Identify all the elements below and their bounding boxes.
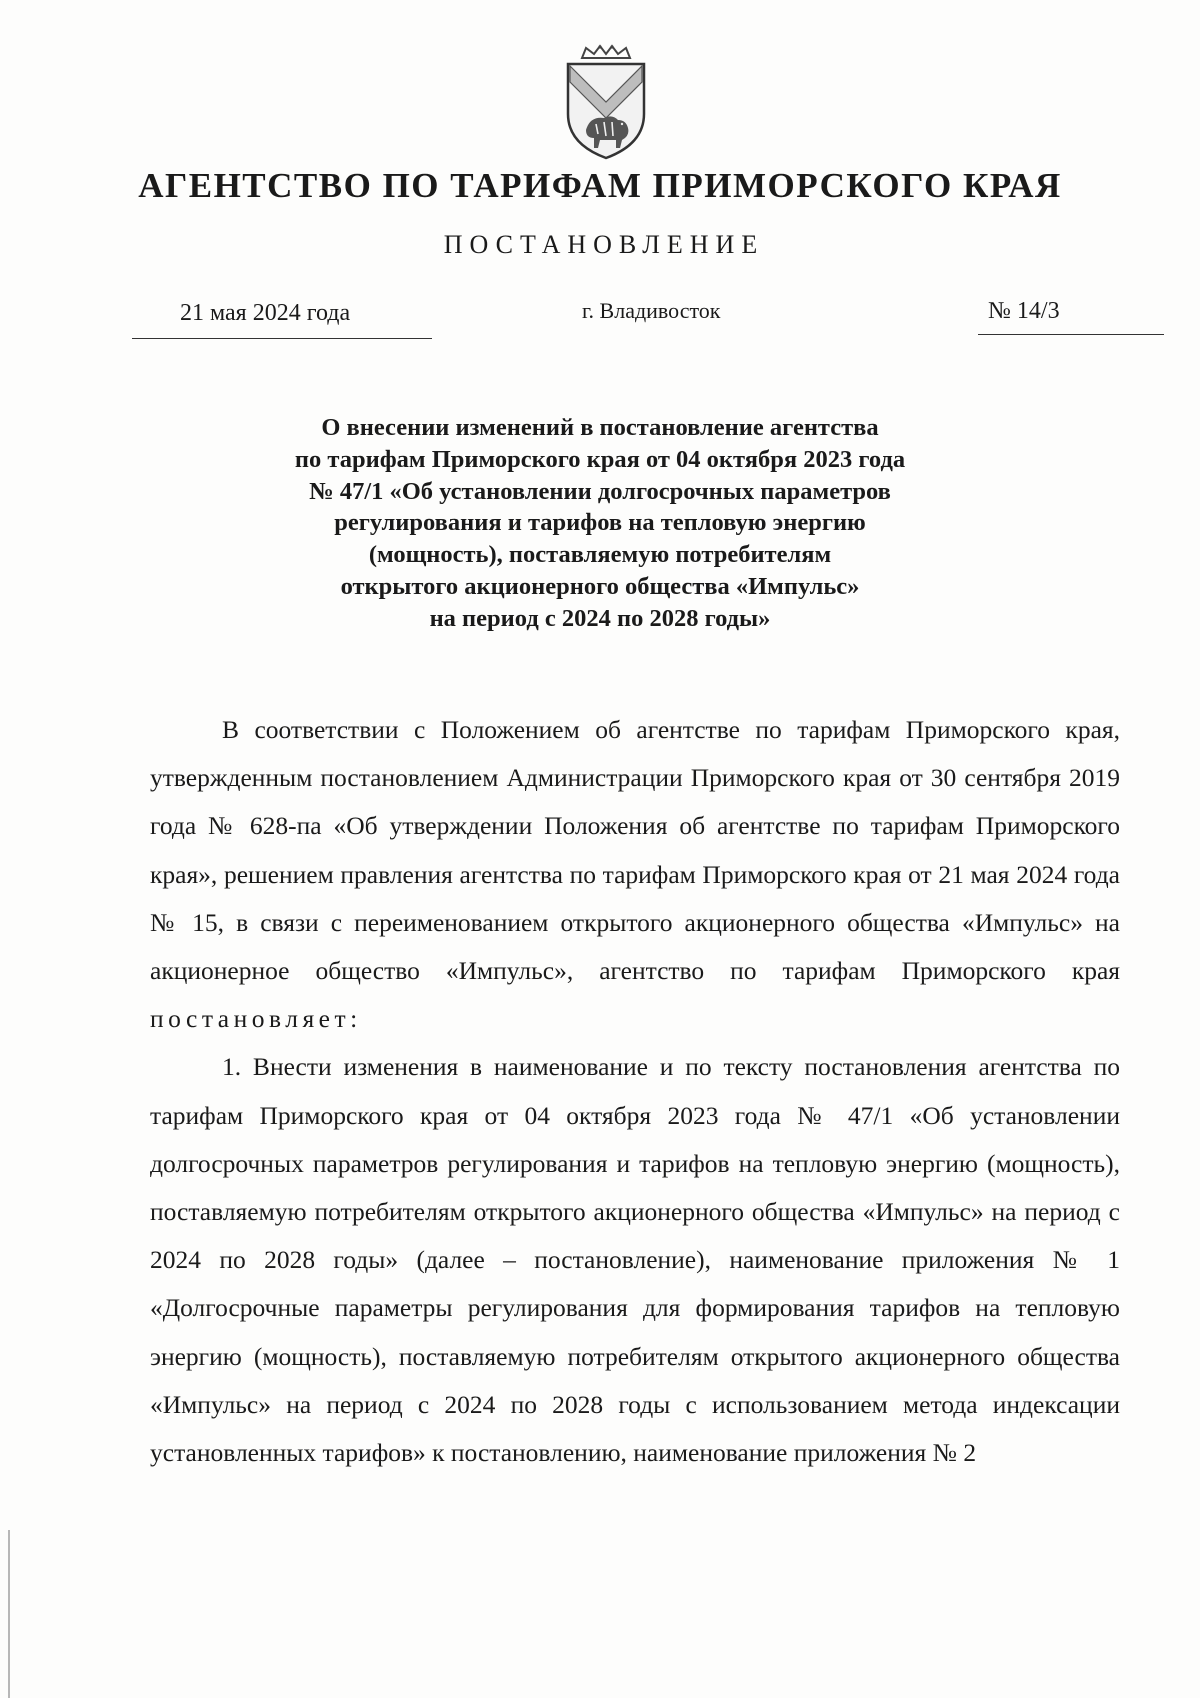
agency-name: АГЕНТСТВО ПО ТАРИФАМ ПРИМОРСКОГО КРАЯ	[138, 166, 1062, 205]
title-line: открытого акционерного общества «Импульс»	[340, 572, 860, 600]
document-title	[180, 412, 1020, 635]
document-city: г. Владивосток	[582, 298, 721, 323]
title-line: по тарифам Приморского края от 04 октября 2023 года	[294, 445, 906, 473]
title-line: регулирования и тарифов на тепловую энергию	[334, 509, 866, 537]
scan-edge-mark	[8, 1530, 10, 1698]
title-line: на период с 2024 по 2028 годы»	[429, 604, 771, 632]
number-underline	[978, 334, 1164, 335]
clause-1-paragraph: 1. Внести изменения в наименование и по тексту постановления агентства по тарифам Приморского края от 04 октября 2023 года № 47/1 «Об установлении долгосрочных параметров регулирования и тарифов на тепловую энергию (мощность), поставляемую потребителям открытого акционерного общества «Импульс» на период с 2024 по 2028 годы» (далее – постановление), наименование приложения № 1 «Долгосрочные параметры регулирования для формирования тарифов на тепловую энергию (мощность), поставляемую потребителям открытого акционерного общества «Импульс» на период с 2024 по 2028 годы с использованием метода индексации установленных тарифов» к постановлению, наименование приложения № 2	[150, 1052, 1120, 1468]
title-line: № 47/1 «Об установлении долгосрочных параметров	[309, 477, 891, 505]
preamble-paragraph	[150, 706, 1120, 1043]
date-underline	[132, 338, 432, 339]
preamble-colon: :	[350, 1004, 358, 1034]
document-date: 21 мая 2024 года	[180, 300, 351, 326]
coat-of-arms-icon	[560, 44, 652, 162]
title-line: О внесении изменений в постановление агентства	[321, 414, 879, 441]
resolves-word: постановляет	[150, 1004, 351, 1034]
document-body	[150, 706, 1120, 1477]
title-line: (мощность), поставляемую потребителям	[368, 541, 832, 569]
preamble-text: В соответствии с Положением об агентстве по тарифам Приморского края, утвержденным постановлением Администрации Приморского края от 30 сентября 2019 года № 628-па «Об утверждении Положения об агентстве по тарифам Приморского края», решением правления агентства по тарифам Приморского края от 21 мая 2024 года № 15, в связи с переименованием открытого акционерного общества «Импульс» на акционерное общество «Импульс», агентство по тарифам Приморского края	[150, 715, 1120, 986]
document-type: ПОСТАНОВЛЕНИЕ	[443, 230, 765, 259]
document-number: № 14/3	[988, 298, 1060, 324]
